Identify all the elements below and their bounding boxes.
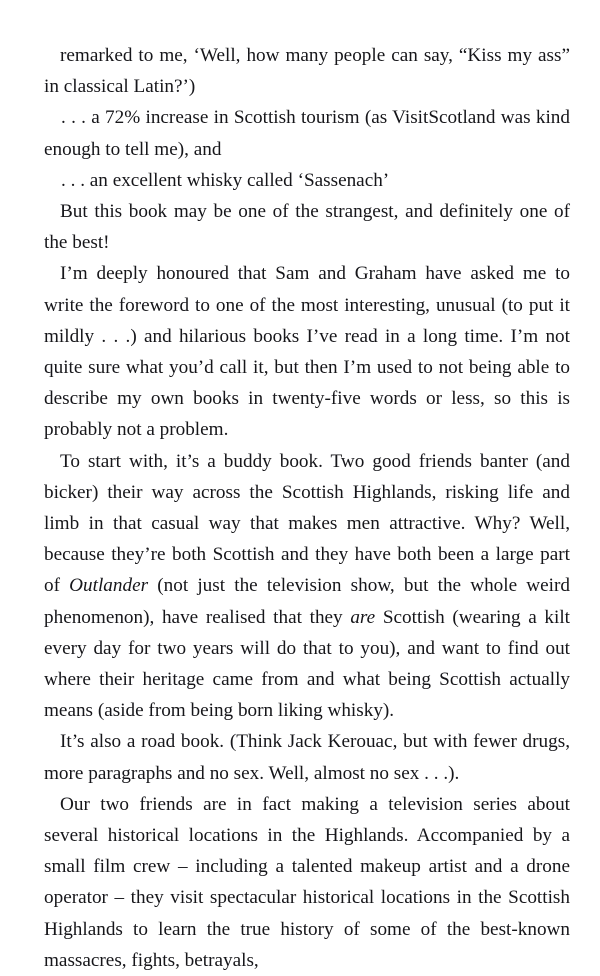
- paragraph-3-ellipsis-item: . . . an excellent whisky called ‘Sassenach’: [61, 169, 390, 191]
- body-text-block: [44, 40, 570, 976]
- paragraph-7: It’s also a road book. (Think Jack Kerouac, but with fewer drugs, more paragraphs and no sex. Well, almost no sex . . .).: [44, 731, 570, 784]
- paragraph-1: remarked to me, ‘Well, how many people can say, “Kiss my ass” in classical Latin?’): [44, 45, 570, 98]
- paragraph-6-run-2: (not just the television show, but the whole weird phenomenon), have realised that they: [44, 575, 570, 628]
- paragraph-6-run-1: To start with, it’s a buddy book. Two good friends banter (and bicker) their way across the Scottish Highlands, risking life and limb in that casual way that makes men attractive. Why? Well, because they’re both Scottish and they have both been a large part of: [44, 450, 570, 597]
- paragraph-4: But this book may be one of the strangest, and definitely one of the best!: [44, 201, 570, 254]
- paragraph-6-run-3: Scottish (wearing a kilt every day for two years will do that to you), and want to find out where their heritage came from and what being Scottish actually means (aside from being born liking whisky).: [44, 606, 570, 722]
- paragraph-8: Our two friends are in fact making a television series about several historical locations in the Highlands. Accompanied by a small film crew – including a talented makeup artist and a drone operator – they visit spectacular historical locations in the Scottish Highlands to learn the true history of some of the best-known massacres, fights, betrayals,: [44, 793, 570, 971]
- paragraph-2-ellipsis-item: . . . a 72% increase in Scottish tourism (as VisitScotland was kind enough to tell me), and: [44, 107, 570, 160]
- paragraph-6-italic-outlander: Outlander: [69, 575, 149, 597]
- paragraph-6: [44, 446, 570, 727]
- paragraph-5: I’m deeply honoured that Sam and Graham have asked me to write the foreword to one of the most interesting, unusual (to put it mildly . . .) and hilarious books I’ve read in a long time. I’m not quite sure what you’d call it, but then I’m used to not being able to describe my own books in twenty-five words or less, so this is probably not a problem.: [44, 263, 570, 441]
- paragraph-6-italic-are: are: [350, 606, 376, 628]
